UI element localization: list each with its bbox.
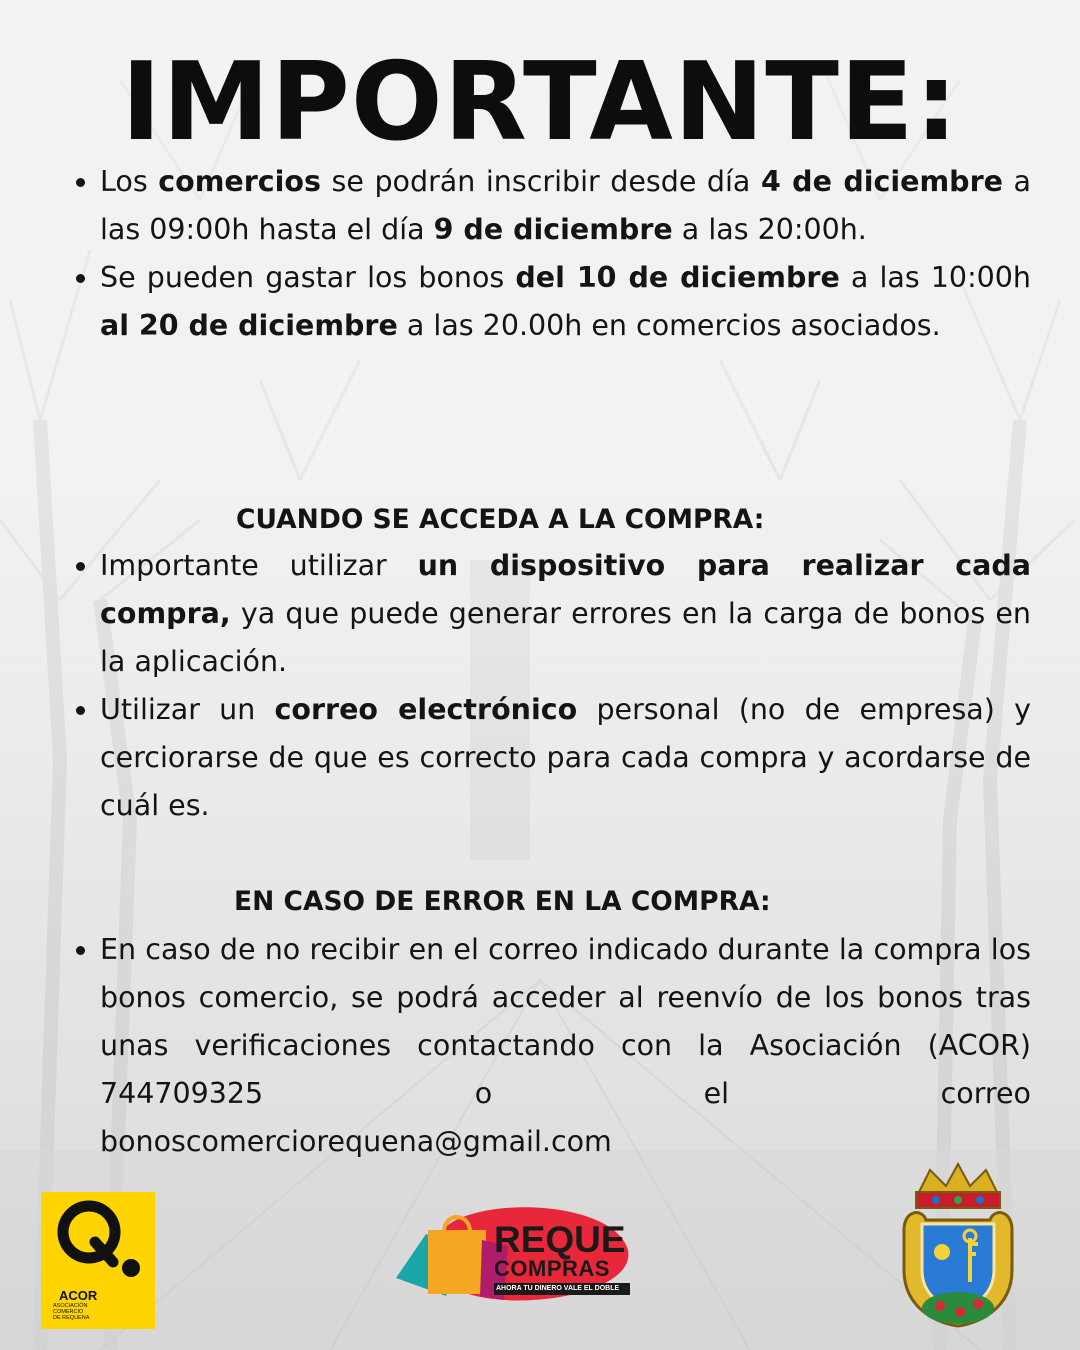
purchase-tips-list	[100, 542, 1031, 830]
acor-name: ACOR	[59, 1288, 98, 1303]
list-item: Se pueden gastar los bonos del 10 de diciembre a las 10:00h al 20 de diciembre a las 20.00h en comercios asociados.	[100, 254, 1031, 350]
section-heading-error: EN CASO DE ERROR EN LA COMPRA:	[234, 886, 771, 917]
page-title: IMPORTANTE:	[121, 40, 959, 165]
section-heading-compra: CUANDO SE ACCEDA A LA COMPRA:	[236, 504, 765, 535]
reque-compras-logo	[396, 1200, 636, 1310]
reque-line2: COMPRAS	[494, 1256, 610, 1281]
reque-tagline: AHORA TU DINERO VALE EL DOBLE	[496, 1285, 620, 1292]
list-item: En caso de no recibir en el correo indicado durante la compra los bonos comercio, se podrá acceder al reenvío de los bonos tras unas verificaciones contactando con la Asociación (ACOR) 744709325 o el correo	[100, 926, 1031, 1118]
acor-line1: ASOCIACIÓN	[53, 1303, 88, 1309]
acor-q-icon	[41, 1192, 155, 1292]
error-info-list	[100, 926, 1031, 1118]
coat-of-arms-icon	[896, 1160, 1020, 1330]
list-item: Los comercios se podrán inscribir desde día 4 de diciembre a las 09:00h hasta el día 9 de diciembre a las 20:00h.	[100, 158, 1031, 254]
acor-line2: COMERCIO	[53, 1309, 84, 1315]
list-item: Importante utilizar un dispositivo para realizar cada compra, ya que puede generar errores en la carga de bonos en la aplicación.	[100, 542, 1031, 686]
contact-email: bonoscomerciorequena@gmail.com	[100, 1125, 612, 1158]
reque-line1: REQUE	[494, 1219, 626, 1260]
dates-list	[100, 158, 1031, 350]
acor-logo	[41, 1192, 155, 1329]
list-item: Utilizar un correo electrónico personal (no de empresa) y cerciorarse de que es correcto para cada compra y acordarse de cuál es.	[100, 686, 1031, 830]
acor-line3: DE REQUENA	[53, 1315, 90, 1321]
